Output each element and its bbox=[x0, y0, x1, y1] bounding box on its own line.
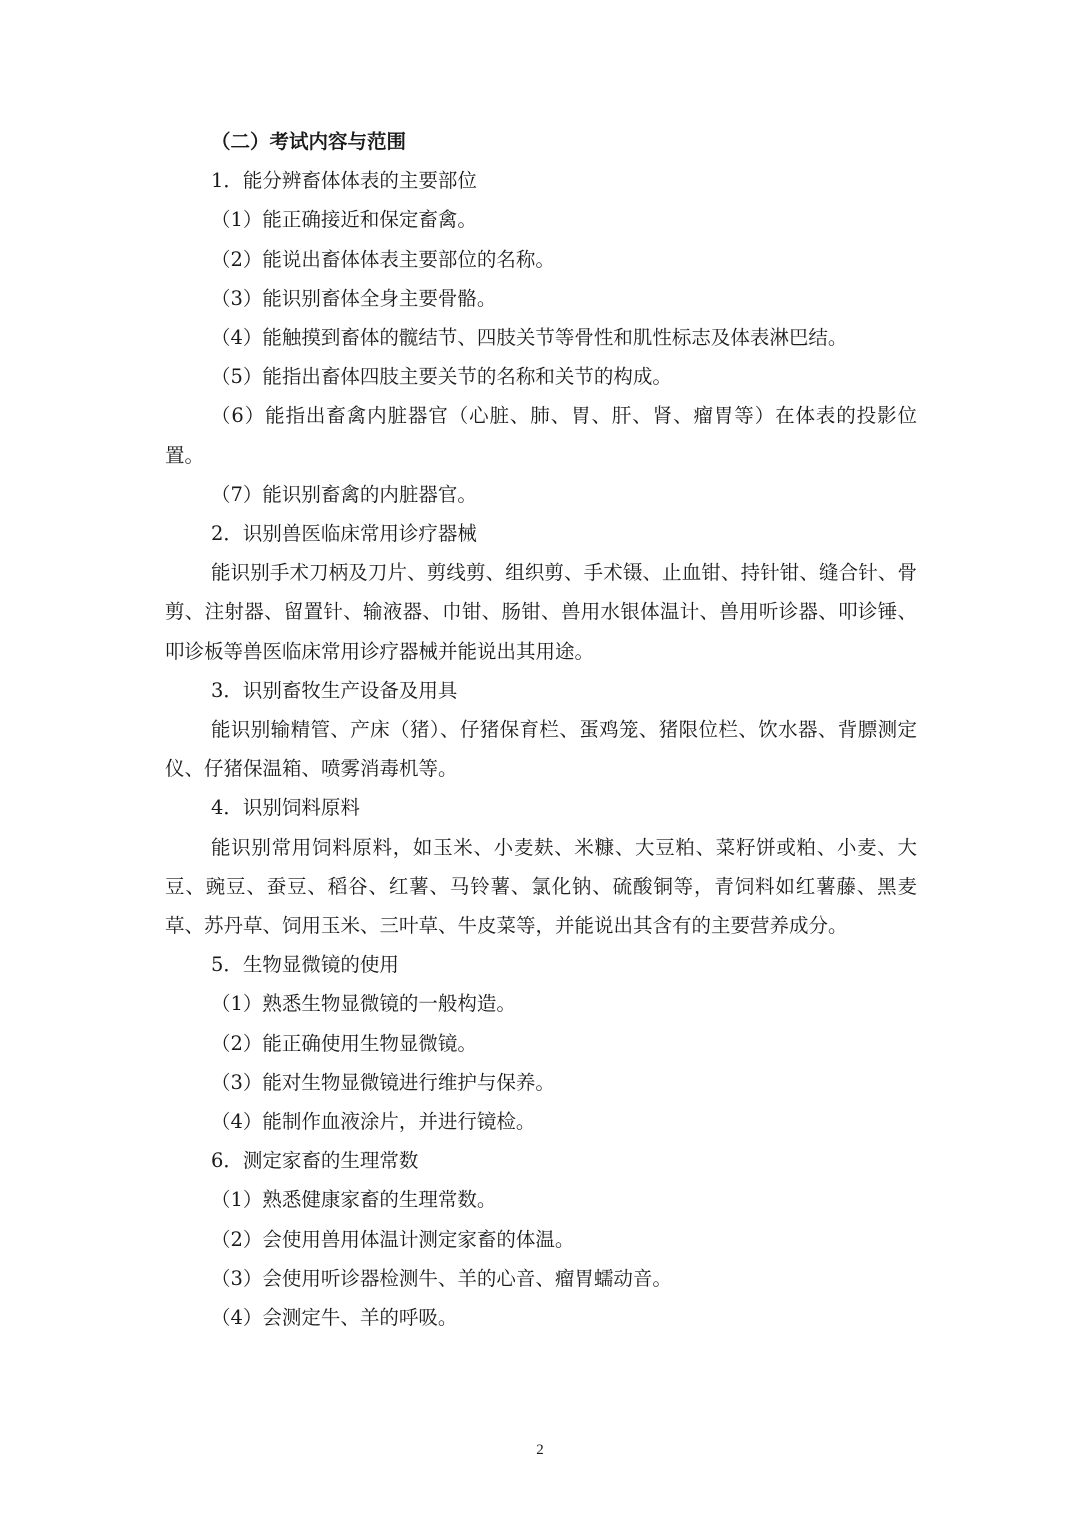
sub-item: （2）会使用兽用体温计测定家畜的体温。 bbox=[211, 1227, 575, 1251]
sub-item: （4）能触摸到畜体的髋结节、四肢关节等骨性和肌性标志及体表淋巴结。 bbox=[211, 326, 848, 350]
sub-item: （2）能正确使用生物显微镜。 bbox=[211, 1031, 477, 1055]
item-heading-2: 2．识别兽医临床常用诊疗器械 bbox=[211, 522, 477, 546]
item-heading-6: 6．测定家畜的生理常数 bbox=[211, 1149, 419, 1173]
paragraph: 能识别手术刀柄及刀片、剪线剪、组织剪、手术镊、止血钳、持针钳、缝合针、骨剪、注射器、留置针、输液器、巾钳、肠钳、兽用水银体温计、兽用听诊器、叩诊锤、叩诊板等兽医临床常用诊疗器械并能说出其用途。 bbox=[165, 561, 917, 663]
sub-item: （7）能识别畜禽的内脏器官。 bbox=[211, 482, 477, 506]
sub-item: （3）能识别畜体全身主要骨骼。 bbox=[211, 286, 497, 310]
sub-item: （4）会测定牛、羊的呼吸。 bbox=[211, 1306, 458, 1330]
sub-item: （4）能制作血液涂片，并进行镜检。 bbox=[211, 1110, 536, 1134]
sub-item: （2）能说出畜体体表主要部位的名称。 bbox=[211, 247, 555, 271]
item-heading-5: 5．生物显微镜的使用 bbox=[211, 953, 399, 977]
section-heading: （二）考试内容与范围 bbox=[211, 130, 407, 153]
document-body bbox=[165, 122, 917, 1337]
item-heading-3: 3．识别畜牧生产设备及用具 bbox=[211, 678, 458, 702]
item-heading-4: 4．识别饲料原料 bbox=[211, 796, 360, 820]
item-heading-1: 1．能分辨畜体体表的主要部位 bbox=[211, 169, 477, 193]
paragraph: 能识别输精管、产床（猪）、仔猪保育栏、蛋鸡笼、猪限位栏、饮水器、背膘测定仪、仔猪保温箱、喷雾消毒机等。 bbox=[165, 718, 917, 781]
sub-item: （1）熟悉健康家畜的生理常数。 bbox=[211, 1188, 497, 1212]
sub-item: （3）会使用听诊器检测牛、羊的心音、瘤胃蠕动音。 bbox=[211, 1266, 672, 1290]
sub-item: （6）能指出畜禽内脏器官（心脏、肺、胃、肝、肾、瘤胃等）在体表的投影位置。 bbox=[165, 404, 917, 467]
sub-item: （5）能指出畜体四肢主要关节的名称和关节的构成。 bbox=[211, 365, 672, 389]
sub-item: （3）能对生物显微镜进行维护与保养。 bbox=[211, 1070, 555, 1094]
sub-item: （1）能正确接近和保定畜禽。 bbox=[211, 208, 477, 232]
page-number: 2 bbox=[536, 1442, 544, 1458]
paragraph: 能识别常用饲料原料，如玉米、小麦麸、米糠、大豆粕、菜籽饼或粕、小麦、大豆、豌豆、蚕豆、稻谷、红薯、马铃薯、氯化钠、硫酸铜等，青饲料如红薯藤、黑麦草、苏丹草、饲用玉米、三叶草、牛皮菜等，并能说出其含有的主要营养成分。 bbox=[165, 835, 917, 938]
sub-item: （1）熟悉生物显微镜的一般构造。 bbox=[211, 992, 516, 1016]
